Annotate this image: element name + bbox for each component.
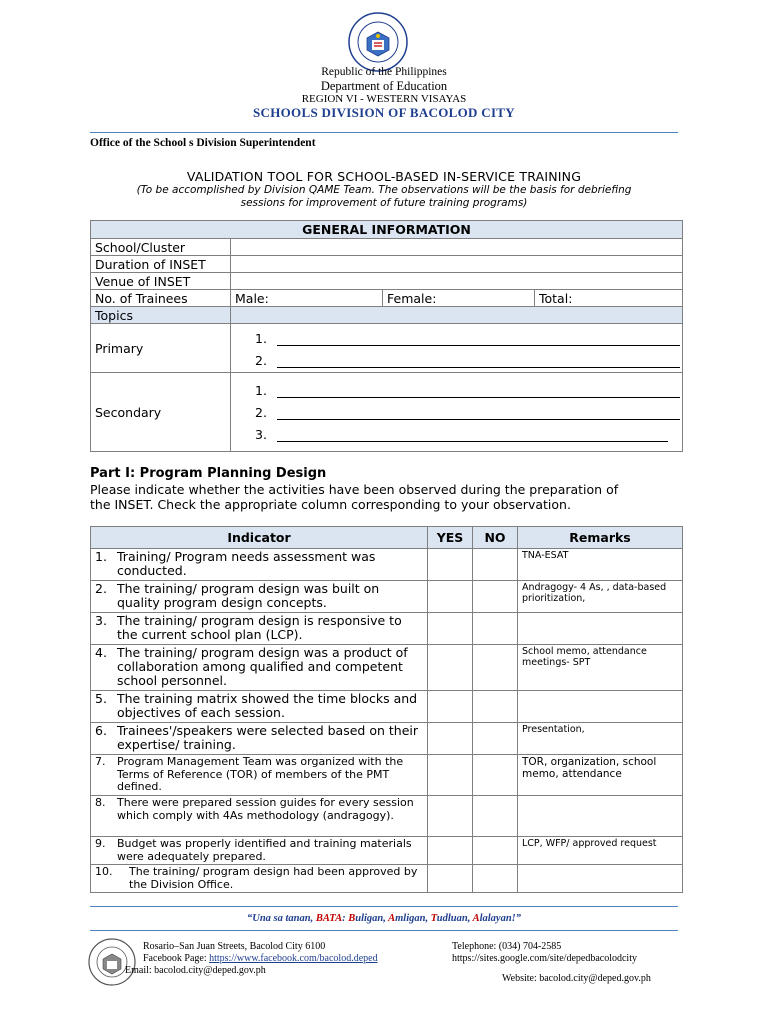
- no-checkbox-cell[interactable]: [473, 865, 518, 893]
- indicator-cell: 2. The training/ program design was built on quality program design concepts.: [91, 581, 428, 613]
- indicator-cell: 5. The training matrix showed the time blocks and objectives of each session.: [91, 691, 428, 723]
- female-field[interactable]: Female:: [383, 290, 535, 307]
- part1-heading: Part I: Program Planning Design: [90, 466, 327, 481]
- remarks-cell[interactable]: [518, 796, 683, 837]
- no-checkbox-cell[interactable]: [473, 755, 518, 796]
- indicator-table: [90, 526, 683, 893]
- secondary-topic-line[interactable]: 1.: [231, 376, 682, 398]
- footer-address: Rosario–San Juan Streets, Bacolod City 6100: [143, 941, 326, 952]
- document-subtitle-line1: (To be accomplished by Division QAME Team. The observations will be the basis for debriefing: [136, 184, 632, 196]
- indicator-cell: 9. Budget was properly identified and training materials were adequately prepared.: [91, 837, 428, 865]
- part1-instruction-line2: the INSET. Check the appropriate column corresponding to your observation.: [90, 497, 571, 512]
- general-info-table: [90, 220, 683, 452]
- header-divider: [90, 132, 678, 133]
- no-checkbox-cell[interactable]: [473, 837, 518, 865]
- indicator-cell: 1. Training/ Program needs assessment was conducted.: [91, 549, 428, 581]
- yes-checkbox-cell[interactable]: [428, 796, 473, 837]
- remarks-header: Remarks: [518, 527, 683, 549]
- secondary-topic-line[interactable]: 3.: [231, 420, 682, 442]
- venue-label: Venue of INSET: [91, 273, 231, 290]
- facebook-link[interactable]: https://www.facebook.com/bacolod.deped: [209, 953, 378, 964]
- footer-sites-link[interactable]: https://sites.google.com/site/depedbacolodcity: [452, 953, 637, 964]
- remarks-cell[interactable]: TOR, organization, school memo, attendance: [518, 755, 683, 796]
- remarks-cell[interactable]: Andragogy- 4 As, , data-based prioritization,: [518, 581, 683, 613]
- remarks-cell[interactable]: [518, 613, 683, 645]
- indicator-cell: 10. The training/ program design had been approved by the Division Office.: [91, 865, 428, 893]
- school-cluster-label: School/Cluster: [91, 239, 231, 256]
- table-row: [91, 865, 683, 893]
- document-title: VALIDATION TOOL FOR SCHOOL-BASED IN-SERVICE TRAINING: [186, 169, 582, 184]
- division-title: SCHOOLS DIVISION OF BACOLOD CITY: [253, 105, 515, 120]
- secondary-topic-line[interactable]: 2.: [231, 398, 682, 420]
- yes-checkbox-cell[interactable]: [428, 613, 473, 645]
- no-header: NO: [473, 527, 518, 549]
- primary-label: Primary: [91, 324, 231, 373]
- table-row: [91, 755, 683, 796]
- primary-topics-field[interactable]: [231, 324, 683, 373]
- region-label: REGION VI - WESTERN VISAYAS: [301, 93, 467, 105]
- office-label: Office of the School s Division Superintendent: [90, 137, 316, 149]
- indicator-cell: 4. The training/ program design was a product of collaboration among qualified and competent school personnel.: [91, 645, 428, 691]
- document-subtitle-line2: sessions for improvement of future training programs): [240, 197, 528, 209]
- footer-divider: [90, 906, 678, 907]
- topics-label: Topics: [91, 307, 231, 324]
- venue-field[interactable]: [231, 273, 683, 290]
- no-checkbox-cell[interactable]: [473, 723, 518, 755]
- remarks-cell[interactable]: [518, 691, 683, 723]
- remarks-cell[interactable]: TNA-ESAT: [518, 549, 683, 581]
- footer-divider: [90, 930, 678, 931]
- indicator-cell: 6. Trainees'/speakers were selected based on their expertise/ training.: [91, 723, 428, 755]
- yes-checkbox-cell[interactable]: [428, 549, 473, 581]
- yes-checkbox-cell[interactable]: [428, 755, 473, 796]
- republic-label: Republic of the Philippines: [321, 66, 447, 78]
- remarks-cell[interactable]: [518, 865, 683, 893]
- male-field[interactable]: Male:: [231, 290, 383, 307]
- part1-instruction-line1: Please indicate whether the activities have been observed during the preparation of: [90, 482, 619, 497]
- yes-checkbox-cell[interactable]: [428, 865, 473, 893]
- duration-label: Duration of INSET: [91, 256, 231, 273]
- yes-checkbox-cell[interactable]: [428, 837, 473, 865]
- indicator-cell: 8. There were prepared session guides for every session which comply with 4As methodology (andragogy).: [91, 796, 428, 837]
- indicator-cell: 7. Program Management Team was organized with the Terms of Reference (TOR) of members of the PMT defined.: [91, 755, 428, 796]
- remarks-cell[interactable]: School memo, attendance meetings- SPT: [518, 645, 683, 691]
- footer-email[interactable]: Email: bacolod.city@deped.gov.ph: [125, 965, 266, 976]
- no-checkbox-cell[interactable]: [473, 613, 518, 645]
- table-row: [91, 723, 683, 755]
- department-label: Department of Education: [320, 79, 448, 93]
- table-row: [91, 613, 683, 645]
- no-checkbox-cell[interactable]: [473, 549, 518, 581]
- deped-seal-icon: [348, 12, 408, 72]
- table-row: [91, 549, 683, 581]
- general-info-heading: GENERAL INFORMATION: [91, 221, 683, 239]
- trainees-label: No. of Trainees: [91, 290, 231, 307]
- secondary-topics-field[interactable]: [231, 373, 683, 452]
- footer-facebook: Facebook Page: https://www.facebook.com/bacolod.deped: [143, 953, 378, 964]
- motto: “Una sa tanan, BATA: Buligan, Amligan, Tudluan, Alalayan!”: [246, 913, 521, 924]
- primary-topic-line[interactable]: 2.: [231, 346, 682, 368]
- yes-checkbox-cell[interactable]: [428, 691, 473, 723]
- footer-website[interactable]: Website: bacolod.city@deped.gov.ph: [502, 973, 651, 984]
- no-checkbox-cell[interactable]: [473, 581, 518, 613]
- duration-field[interactable]: [231, 256, 683, 273]
- no-checkbox-cell[interactable]: [473, 796, 518, 837]
- deped-footer-logo-icon: [88, 938, 136, 986]
- footer-telephone: Telephone: (034) 704-2585: [452, 941, 562, 952]
- no-checkbox-cell[interactable]: [473, 645, 518, 691]
- yes-header: YES: [428, 527, 473, 549]
- table-row: [91, 581, 683, 613]
- table-row: [91, 691, 683, 723]
- remarks-cell[interactable]: LCP, WFP/ approved request: [518, 837, 683, 865]
- school-cluster-field[interactable]: [231, 239, 683, 256]
- yes-checkbox-cell[interactable]: [428, 645, 473, 691]
- total-field[interactable]: Total:: [535, 290, 683, 307]
- table-row: [91, 837, 683, 865]
- yes-checkbox-cell[interactable]: [428, 723, 473, 755]
- no-checkbox-cell[interactable]: [473, 691, 518, 723]
- indicator-cell: 3. The training/ program design is responsive to the current school plan (LCP).: [91, 613, 428, 645]
- table-row: [91, 796, 683, 837]
- topics-header-cell: [231, 307, 683, 324]
- secondary-label: Secondary: [91, 373, 231, 452]
- yes-checkbox-cell[interactable]: [428, 581, 473, 613]
- indicator-header: Indicator: [91, 527, 428, 549]
- primary-topic-line[interactable]: 1.: [231, 324, 682, 346]
- table-row: [91, 645, 683, 691]
- remarks-cell[interactable]: Presentation,: [518, 723, 683, 755]
